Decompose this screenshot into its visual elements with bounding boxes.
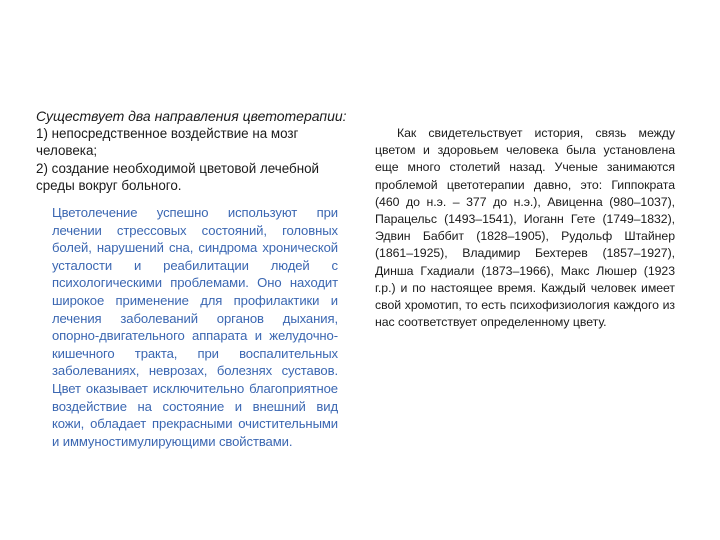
intro-heading: Существует два направления цветотерапии: [36,108,347,124]
intro-line-1: 1) непосредственное воздействие на мозг человека; [36,126,299,159]
history-paragraph-block [375,125,675,331]
intro-block [36,108,356,194]
intro-line-2: 2) создание необходимой цветовой лечебной среды вокруг больного. [36,160,320,193]
treatment-paragraph: Цветолечение успешно используют при лечении стрессовых состояний, головных болей, нарушений сна, синдрома хронической усталости и реабилитации людей с психологическими проблемами. Оно находит широкое применение для профилактики и лечения заболеваний органов дыхания, опорно-двигательного аппарата и желудочно-кишечного тракта, при воспалительных заболеваниях, неврозах, болезнях суставов. Цвет оказывает исключительно благоприятное воздействие на состояние и внешний вид кожи, обладает прекрасными очистительными и иммуностимулирующими свойствами. [52,205,338,449]
history-paragraph: Как свидетельствует история, связь между цветом и здоровьем человека была установлена еще много столетий назад. Ученые занимаются проблемой цветотерапии давно, это: Гиппократа (460 до н.э. – 377 до н.э.), Авиценна (980–1037), Парацельс (1493–1541), Иоганн Гете (1749–1832), Эдвин Баббит (1828–1905), Рудольф Штайнер (1861–1925), Владимир Бехтерев (1857–1927), Динша Гхадиали (1873–1966), Макс Люшер (1923 г.р.) и по настоящее время. Каждый человек имеет свой хромотип, то есть психофизиология каждого из нас соответствует определенному цвету. [375,126,675,330]
treatment-paragraph-block [52,204,338,450]
